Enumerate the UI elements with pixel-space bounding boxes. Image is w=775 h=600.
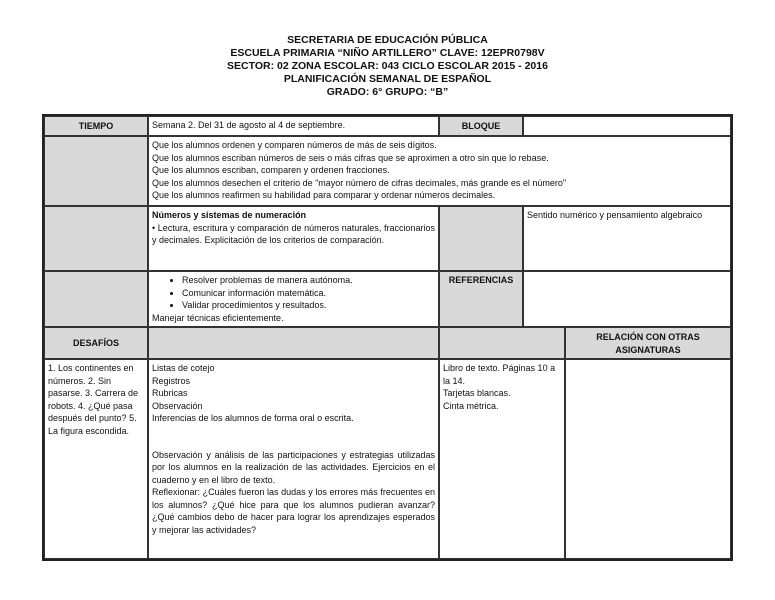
propositos-label-cell [44,136,148,206]
evaluacion-label-cell [148,327,439,359]
contenido-text: • Lectura, escritura y comparación de números naturales, fraccionarios y decimales. Explicitación de los criterios de comparación. [152,222,435,245]
header-line-grado: GRADO: 6° GRUPO: “B” [326,86,449,98]
evaluacion-cell [148,359,439,559]
propositos-cell [148,136,731,206]
evaluacion-item: Listas de cotejo [152,363,215,373]
proposito-item: Que los alumnos escriban números de seis o más cifras que se aproximen a otro sin que lo rebase. [152,152,549,163]
proposito-item: Que los alumnos reafirmen su habilidad para comparar y ordenar números decimales. [152,190,496,200]
contenido-title: Números y sistemas de numeración [152,210,307,220]
competencia-item: • Comunicar información matemática. [182,287,435,300]
desafios-cell: 1. Los continentes en números. 2. Sin pasarse. 3. Carrera de robots. 4. ¿Qué pasa después del punto? 5. La figura escondida. [44,359,148,559]
relacion-cell [565,359,731,559]
proposito-item: Que los alumnos escriban, comparen y ordenen fracciones. [152,165,390,175]
evaluacion-paragraph: Observación y análisis de las participaciones y estrategias utilizadas por los alumnos en la realización de las actividades. Ejercicios en el cuaderno y en el libro de texto. [152,449,435,485]
recursos-cell [439,359,565,559]
header-line-escuela: ESCUELA PRIMARIA “NIÑO ARTILLERO” CLAVE: 12EPR0798V [230,47,545,59]
evaluacion-reflexion: Reflexionar: ¿Cuáles fueron las dudas y los errores más frecuentes en los alumnos? ¿Qué hice para que los alumnos pudieran avanzar? ¿Qué cambios debo de hacer para lograr los aprendizajes esperados y mejorar las actividades? [152,487,435,535]
competencia-last: Manejar técnicas eficientemente. [152,312,284,323]
evaluacion-item: Inferencias de los alumnos de forma oral o escrita. [152,413,354,423]
proposito-item: Que los alumnos desechen el criterio de "mayor número de cifras decimales, más grande es el número" [152,177,567,188]
evaluacion-item: Observación [152,400,203,411]
tiempo-value: Semana 2. Del 31 de agosto al 4 de septiembre. [148,116,439,136]
eje-value: Sentido numérico y pensamiento algebraico [523,206,731,271]
eje-label-cell [439,206,523,271]
competencia-item: • Resolver problemas de manera autónoma. [182,274,435,287]
evaluacion-item: Registros [152,375,191,386]
recurso-item: Libro de texto. Páginas 10 a la 14. [443,363,556,386]
contenido-cell [148,206,439,271]
proposito-item: Que los alumnos ordenen y comparen números de más de seis dígitos. [152,140,437,150]
relacion-label: RELACIÓN CON OTRAS ASIGNATURAS [565,327,731,359]
recurso-item: Cinta métrica. [443,400,499,411]
referencias-value [523,271,731,327]
bloque-value [523,116,731,136]
desafios-label: DESAFÍOS [44,327,148,359]
contenido-label-cell [44,206,148,271]
evaluacion-item: Rubricas [152,388,188,398]
document-header [0,34,775,99]
competencias-label-cell [44,271,148,327]
tiempo-label: TIEMPO [44,116,148,136]
recurso-item: Tarjetas blancas. [443,388,511,398]
competencia-item: • Validar procedimientos y resultados. [182,299,435,312]
competencias-cell [148,271,439,327]
header-line-planificacion: PLANIFICACIÓN SEMANAL DE ESPAÑOL [283,73,492,85]
header-line-sector: SECTOR: 02 ZONA ESCOLAR: 043 CICLO ESCOLAR 2015 - 2016 [227,60,548,72]
recursos-label-cell [439,327,565,359]
bloque-label: BLOQUE [439,116,523,136]
referencias-label: REFERENCIAS [439,271,523,327]
header-line-secretaria: SECRETARIA DE EDUCACIÓN PÚBLICA [287,34,488,46]
competencias-list [152,274,435,312]
